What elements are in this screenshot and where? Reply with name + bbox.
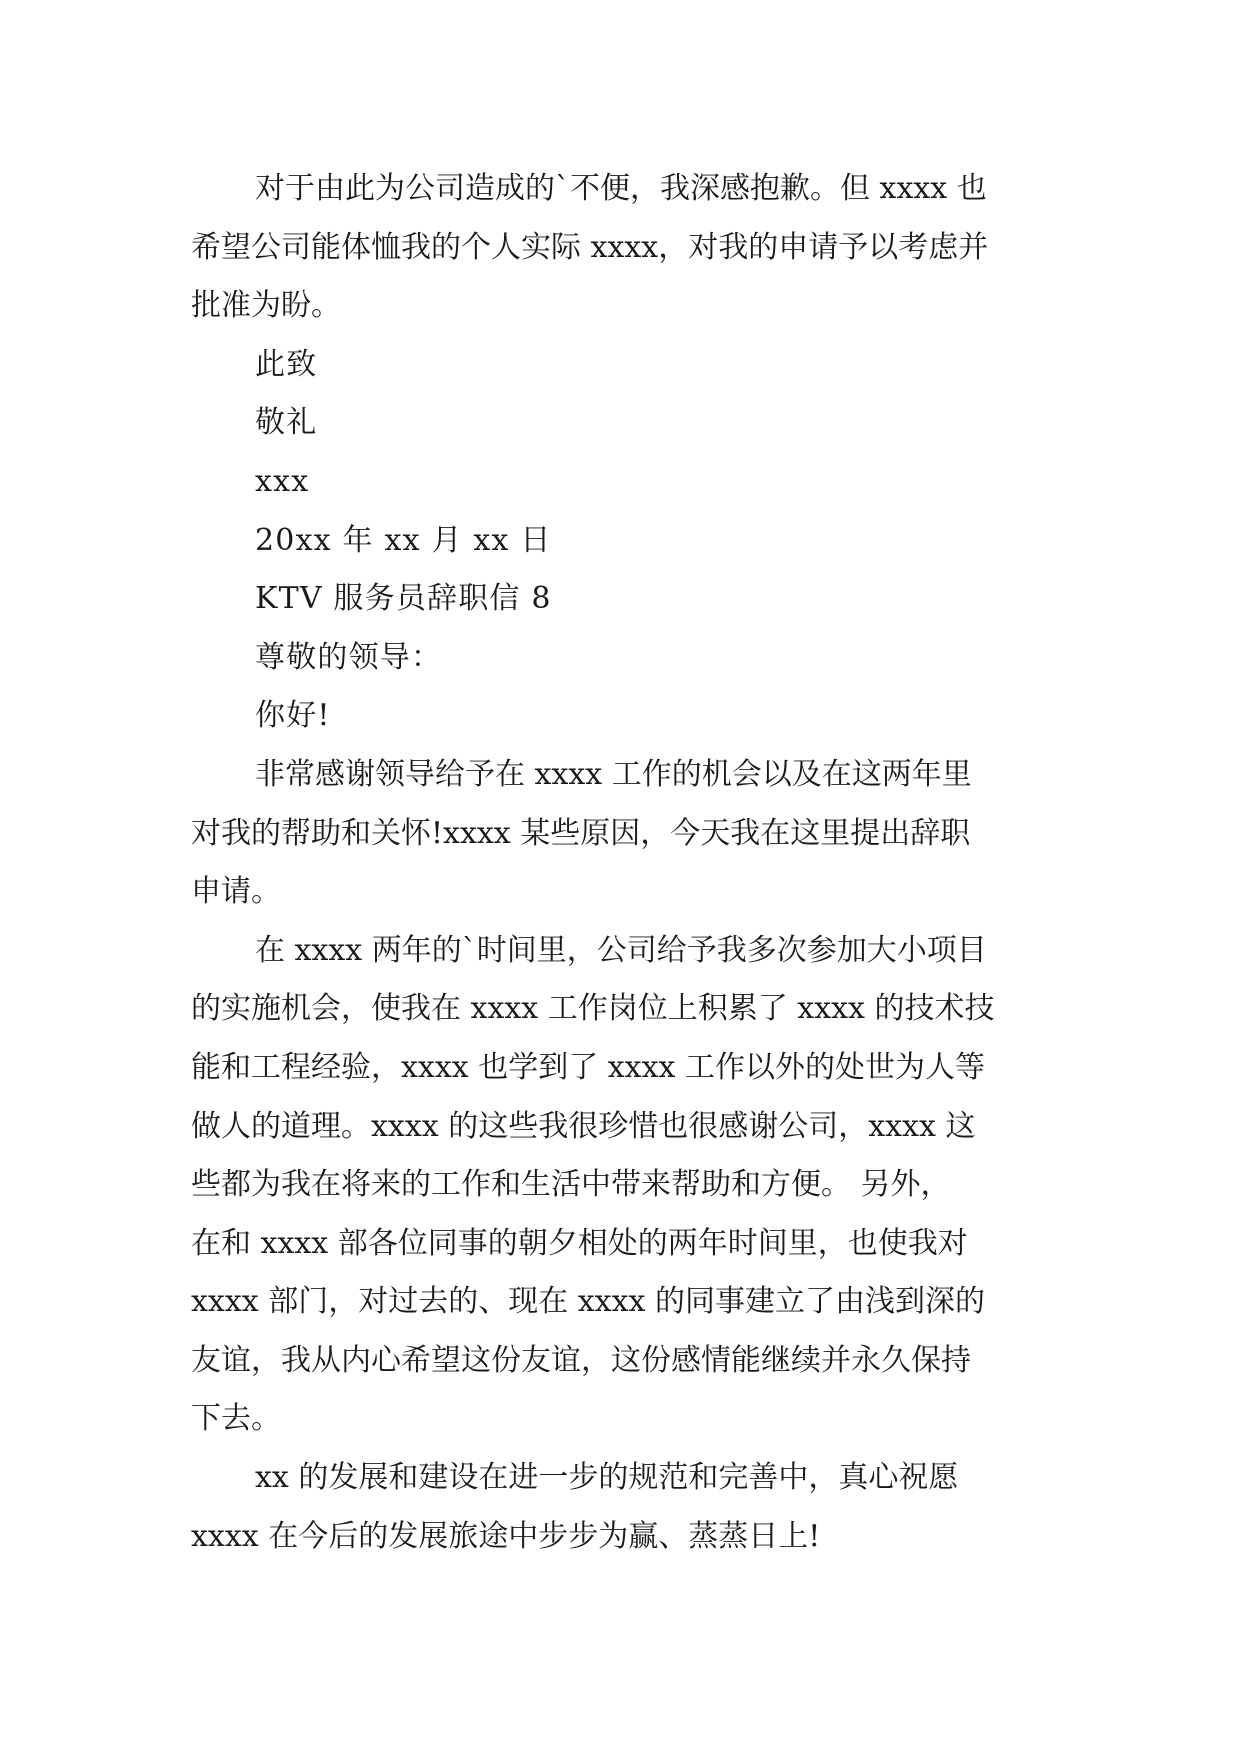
recipient-greeting: 尊敬的领导： — [255, 639, 443, 675]
text-line: xx 的发展和建设在进一步的规范和完善中，真心祝愿 — [255, 1460, 959, 1496]
text-line: 的实施机会，使我在 xxxx 工作岗位上积累了 xxxx 的技术技 — [191, 991, 995, 1027]
text-line: 对我的帮助和关怀!xxxx 某些原因，今天我在这里提出辞职 — [191, 815, 971, 851]
text-line: xxxx 部门，对过去的、现在 xxxx 的同事建立了由浅到深的 — [191, 1284, 985, 1320]
letter-body — [191, 160, 1061, 1566]
text-line: 在和 xxxx 部各位同事的朝夕相处的两年时间里，也使我对 — [191, 1225, 968, 1261]
salutation-line: 敬礼 — [255, 405, 318, 441]
text-line: 希望公司能体恤我的个人实际 xxxx，对我的申请予以考虑并 — [191, 229, 989, 265]
text-line: 在 xxxx 两年的`时间里，公司给予我多次参加大小项目 — [255, 932, 987, 968]
text-line: 申请。 — [191, 874, 281, 910]
signature-name: xxx — [255, 463, 310, 499]
paragraph-apology — [191, 160, 1061, 336]
paragraph-experience — [191, 922, 1061, 1449]
text-line: 能和工程经验，xxxx 也学到了 xxxx 工作以外的处世为人等 — [191, 1049, 985, 1085]
text-line: 友谊，我从内心希望这份友谊，这份感情能继续并永久保持 — [191, 1342, 971, 1378]
text-line: 做人的道理。xxxx 的这些我很珍惜也很感谢公司，xxxx 这 — [191, 1108, 976, 1144]
greeting-line: 你好! — [255, 698, 331, 734]
text-line: 对于由此为公司造成的`不便，我深感抱歉。但 xxxx 也 — [255, 171, 987, 206]
paragraph-wishes — [191, 1449, 1061, 1566]
text-line: xxxx 在今后的发展旅途中步步为赢、蒸蒸日上! — [191, 1518, 821, 1554]
text-line: 些都为我在将来的工作和生活中带来帮助和方便。 另外， — [191, 1167, 951, 1203]
section-heading: KTV 服务员辞职信 8 — [255, 581, 552, 617]
text-line: 批准为盼。 — [191, 288, 341, 324]
paragraph-thanks — [191, 746, 1061, 922]
letter-date: 20xx 年 xx 月 xx 日 — [255, 522, 552, 558]
text-line: 非常感谢领导给予在 xxxx 工作的机会以及在这两年里 — [255, 756, 972, 792]
text-line: 下去。 — [191, 1401, 281, 1437]
closing-line: 此致 — [255, 346, 318, 382]
